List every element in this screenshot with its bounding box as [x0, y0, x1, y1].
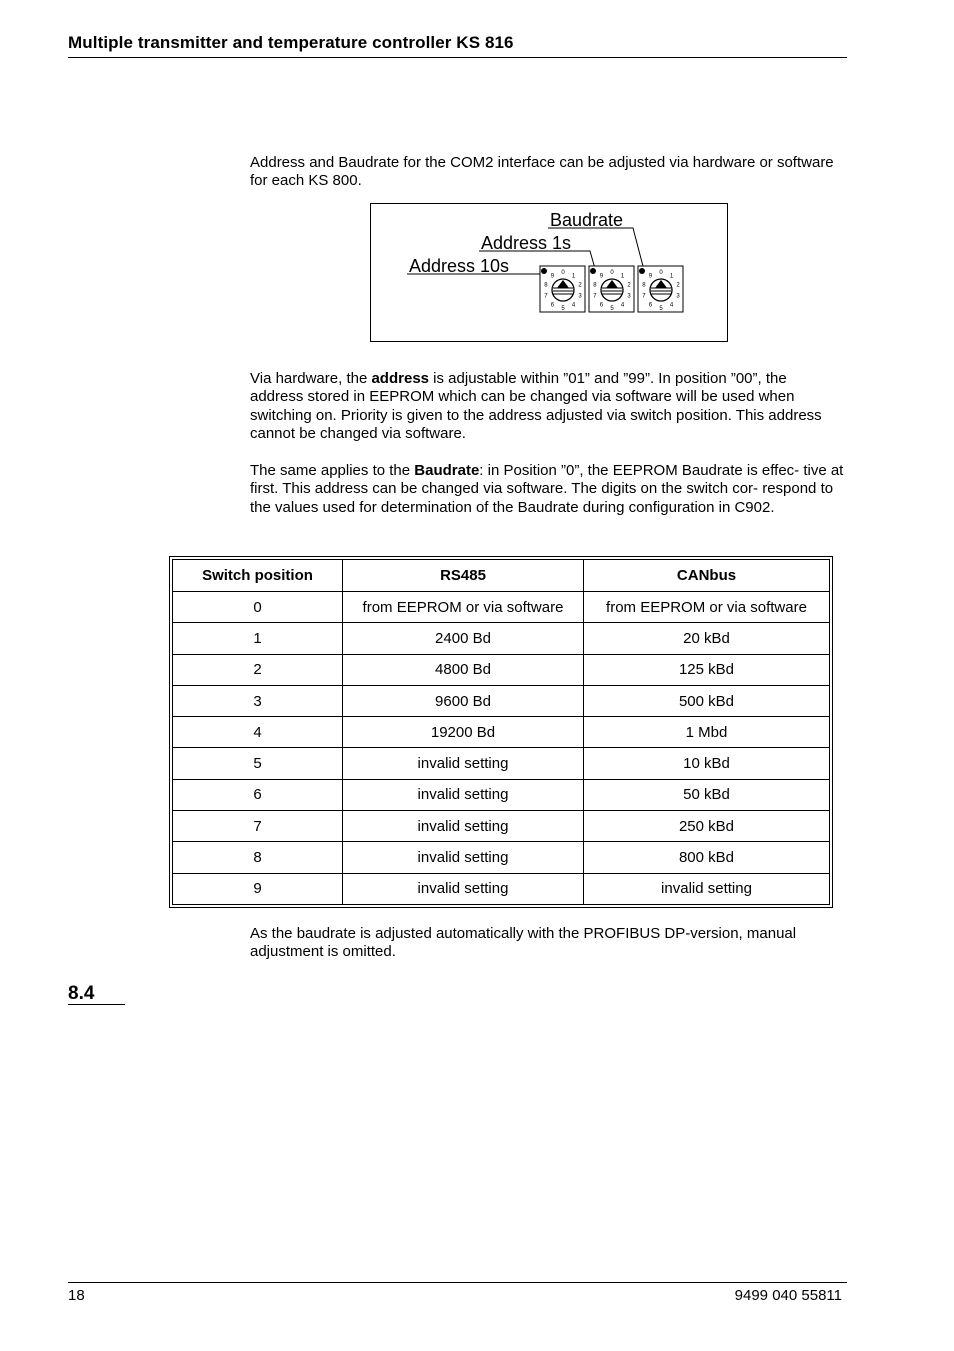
cell-canbus: 125 kBd	[584, 654, 830, 685]
switch-digit-label: 2	[676, 282, 680, 289]
switch-digit-label: 4	[571, 302, 576, 309]
column-header-canbus: CANbus	[584, 560, 830, 592]
switch-marker-dot	[541, 268, 547, 274]
cell-switch-position: 7	[173, 811, 343, 842]
cell-canbus: invalid setting	[584, 873, 830, 904]
column-header-rs485: RS485	[343, 560, 584, 592]
switch-digit-label: 0	[561, 270, 565, 276]
rotary-switch-diagram	[371, 204, 729, 343]
profibus-paragraph: As the baudrate is adjusted automatically with the PROFIBUS DP-version, manual adjustment is omitted.	[250, 925, 797, 961]
cell-switch-position: 8	[173, 842, 343, 873]
switch-digit-label: 1	[620, 273, 625, 280]
table-row	[173, 685, 830, 716]
switch-digit-label: 1	[571, 273, 576, 280]
cell-canbus: 50 kBd	[584, 779, 830, 810]
section-rule	[68, 1004, 125, 1005]
address-1s-label: Address 1s	[481, 233, 572, 253]
rotary-switch-figure	[370, 203, 728, 342]
document-number: 9499 040 55811	[734, 1287, 842, 1304]
switch-digit-label: 7	[593, 293, 597, 300]
header-rule	[68, 57, 847, 58]
cell-canbus: 20 kBd	[584, 623, 830, 654]
switch-digit-label: 3	[627, 293, 631, 300]
switch-digit-label: 0	[659, 270, 663, 276]
switch-digit-label: 4	[669, 302, 674, 309]
address-paragraph	[250, 370, 844, 443]
cell-switch-position: 3	[173, 685, 343, 716]
cell-rs485: invalid setting	[343, 779, 584, 810]
switch-digit-label: 5	[561, 306, 565, 312]
switch-digit-label: 6	[648, 302, 653, 309]
switch-digit-label: 9	[599, 273, 604, 280]
cell-rs485: invalid setting	[343, 842, 584, 873]
baudrate-text-before: The same applies to the	[250, 462, 415, 479]
table-row	[173, 811, 830, 842]
cell-switch-position: 0	[173, 592, 343, 623]
cell-switch-position: 6	[173, 779, 343, 810]
cell-canbus: from EEPROM or via software	[584, 592, 830, 623]
footer-rule	[68, 1282, 847, 1283]
cell-canbus: 10 kBd	[584, 748, 830, 779]
address-1s-switch	[589, 266, 634, 312]
switch-digit-label: 1	[669, 273, 674, 280]
cell-rs485: 4800 Bd	[343, 654, 584, 685]
switch-table-frame	[169, 556, 833, 908]
cell-rs485: invalid setting	[343, 748, 584, 779]
switch-marker-dot	[590, 268, 596, 274]
switch-digit-label: 9	[550, 273, 555, 280]
baudrate-text-after: : in Position ”0”, the EEPROM Baudrate is effec- tive at first. This address can be changed via software. The digits on the switch cor- respond to the values used for determination of the Baudrate during configuration in C902.	[250, 462, 844, 516]
intro-paragraph: Address and Baudrate for the COM2 interface can be adjusted via hardware or software for each KS 800.	[250, 154, 834, 190]
cell-switch-position: 9	[173, 873, 343, 904]
switch-digit-label: 6	[599, 302, 604, 309]
switch-digit-label: 5	[659, 306, 663, 312]
cell-canbus: 500 kBd	[584, 685, 830, 716]
address-10s-label: Address 10s	[409, 256, 510, 276]
cell-canbus: 1 Mbd	[584, 717, 830, 748]
switch-digit-label: 8	[544, 282, 548, 289]
cell-switch-position: 5	[173, 748, 343, 779]
baudrate-paragraph	[250, 462, 844, 517]
switch-position-table	[172, 559, 830, 905]
table-row	[173, 842, 830, 873]
table-row	[173, 654, 830, 685]
section-number: 8.4	[68, 983, 95, 1004]
column-header-switch-position: Switch position	[173, 560, 343, 592]
table-row	[173, 873, 830, 904]
switch-digit-label: 3	[676, 293, 680, 300]
switch-digit-label: 4	[620, 302, 625, 309]
switch-digit-label: 2	[578, 282, 582, 289]
cell-rs485: invalid setting	[343, 873, 584, 904]
switch-digit-label: 3	[578, 293, 582, 300]
switch-digit-label: 7	[642, 293, 646, 300]
cell-canbus: 800 kBd	[584, 842, 830, 873]
cell-switch-position: 2	[173, 654, 343, 685]
baudrate-leader-line	[629, 228, 644, 270]
switch-digit-label: 8	[593, 282, 597, 289]
address-10s-switch	[540, 266, 585, 312]
table-row	[173, 779, 830, 810]
page-header-title: Multiple transmitter and temperature controller KS 816	[68, 33, 514, 52]
switch-digit-label: 2	[627, 282, 631, 289]
cell-rs485: 2400 Bd	[343, 623, 584, 654]
cell-canbus: 250 kBd	[584, 811, 830, 842]
table-row	[173, 748, 830, 779]
switch-digit-label: 9	[648, 273, 653, 280]
switch-digit-label: 6	[550, 302, 555, 309]
table-row	[173, 717, 830, 748]
baudrate-text-bold: Baudrate	[414, 462, 480, 479]
cell-rs485: invalid setting	[343, 811, 584, 842]
address-text-after: is adjustable within ”01” and ”99”. In position ”00”, the address stored in EEPROM which can be changed via software will be used when switching on. Priority is given to the address adjusted via switch position. This address cannot be changed via software.	[250, 370, 822, 442]
switch-digit-label: 7	[544, 293, 548, 300]
cell-rs485: 19200 Bd	[343, 717, 584, 748]
cell-rs485: 9600 Bd	[343, 685, 584, 716]
table-header-row	[173, 560, 830, 592]
table-row	[173, 623, 830, 654]
switch-digit-label: 5	[610, 306, 614, 312]
cell-switch-position: 4	[173, 717, 343, 748]
address-text-bold: address	[371, 370, 430, 387]
table-row	[173, 592, 830, 623]
switch-marker-dot	[639, 268, 645, 274]
baudrate-switch	[638, 266, 683, 312]
baudrate-label: Baudrate	[550, 210, 624, 230]
cell-switch-position: 1	[173, 623, 343, 654]
address-text-before: Via hardware, the	[250, 370, 372, 387]
switch-digit-label: 0	[610, 270, 614, 276]
cell-rs485: from EEPROM or via software	[343, 592, 584, 623]
switch-digit-label: 8	[642, 282, 646, 289]
page-number: 18	[68, 1287, 85, 1304]
